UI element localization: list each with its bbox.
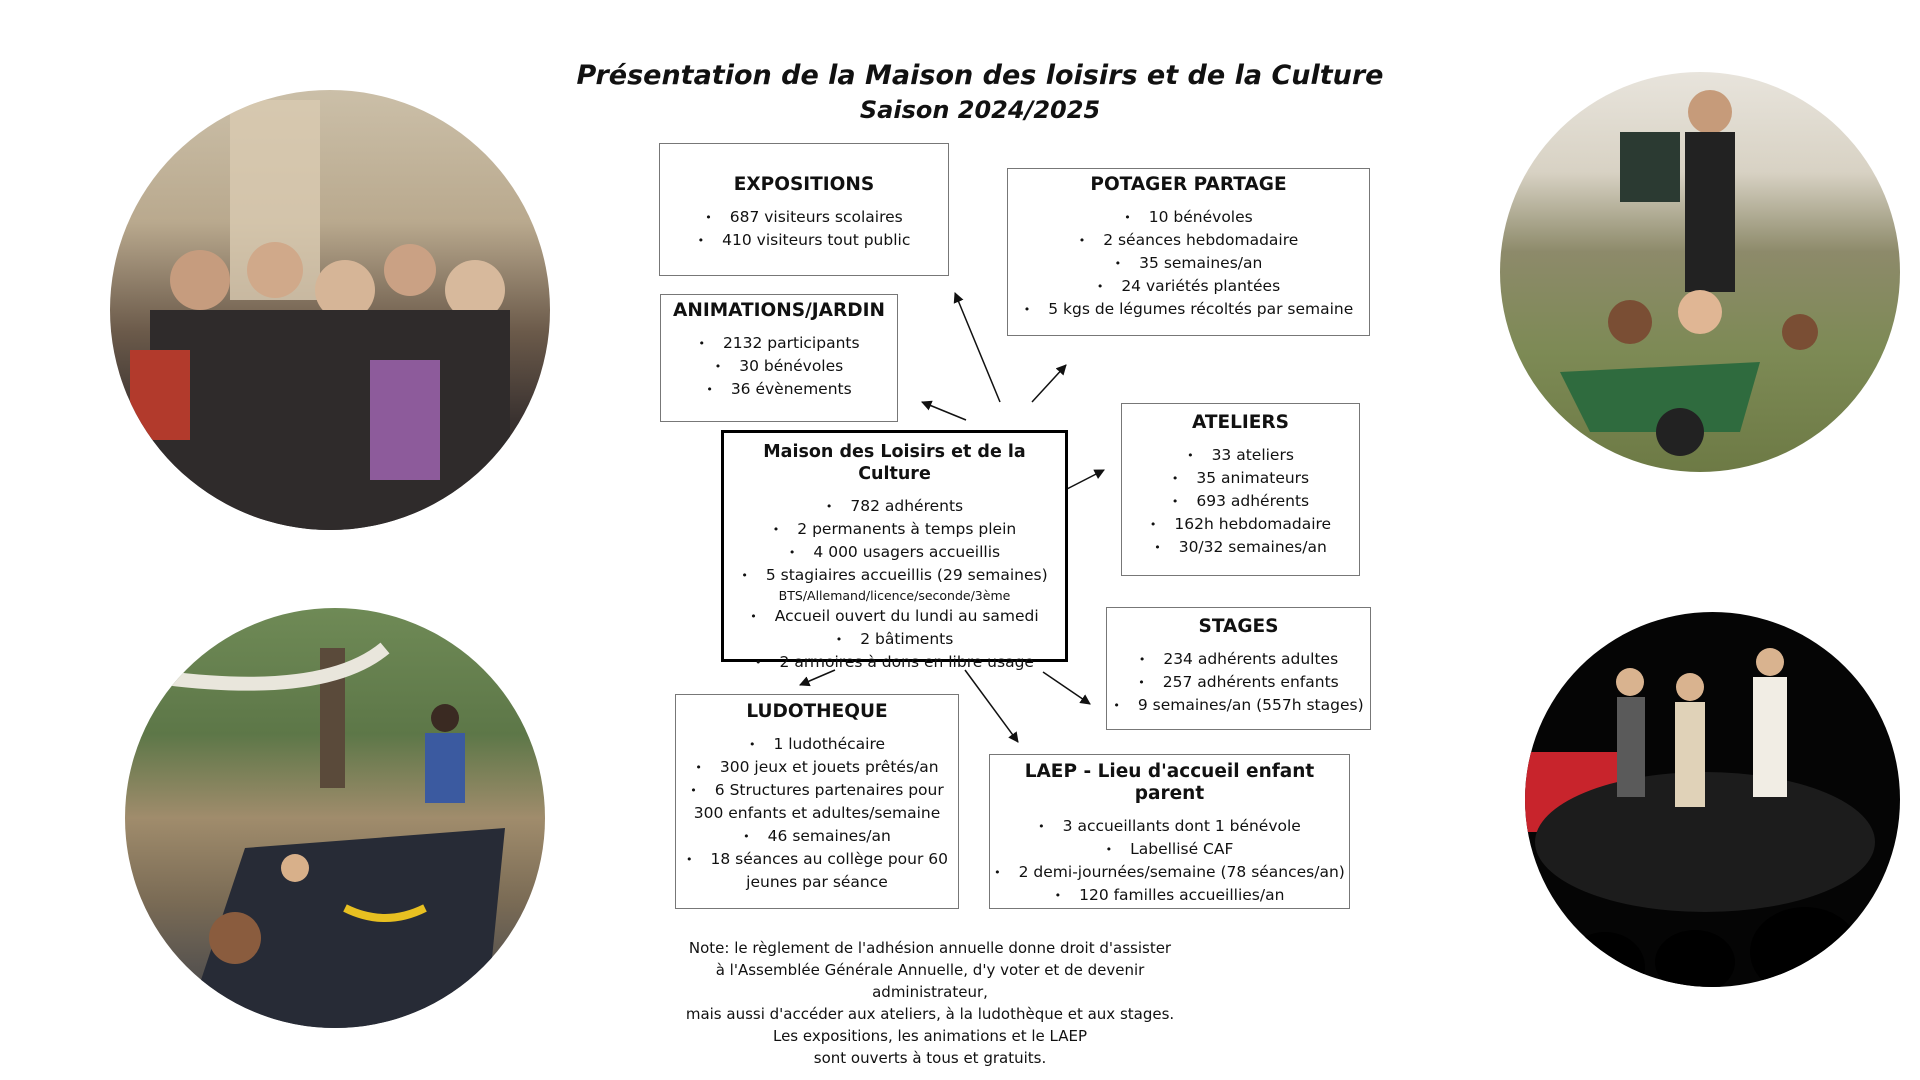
list-item: • Labellisé CAF bbox=[990, 838, 1349, 861]
list-item: • 693 adhérents bbox=[1122, 490, 1359, 513]
ateliers-box bbox=[1121, 403, 1360, 576]
list-item: • 5 stagiaires accueillis (29 semaines) bbox=[724, 564, 1065, 587]
list-item: • 300 jeux et jouets prêtés/an bbox=[676, 756, 958, 779]
list-item: • 3 accueillants dont 1 bénévole bbox=[990, 815, 1349, 838]
animations-heading: ANIMATIONS/JARDIN bbox=[673, 300, 885, 321]
ludotheque-heading: LUDOTHEQUE bbox=[746, 701, 888, 722]
stages-box bbox=[1106, 607, 1371, 730]
note-line: Note: le règlement de l'adhésion annuelle donne droit d'assister bbox=[688, 939, 1172, 957]
list-item: • 2 armoires à dons en libre usage bbox=[724, 651, 1065, 674]
note-line: sont ouverts à tous et gratuits. bbox=[813, 1049, 1047, 1067]
arrow-to-potager bbox=[1032, 365, 1066, 402]
list-item: • Accueil ouvert du lundi au samedi bbox=[724, 605, 1065, 628]
list-item: • 6 Structures partenaires pour bbox=[676, 779, 958, 802]
list-item-continuation: jeunes par séance bbox=[746, 873, 888, 891]
list-item: • 687 visiteurs scolaires bbox=[660, 206, 948, 229]
page-subtitle: Saison 2024/2025 bbox=[859, 96, 1101, 124]
page-title: Présentation de la Maison des loisirs et de la Culture bbox=[576, 60, 1384, 91]
list-item: • 2 permanents à temps plein bbox=[724, 518, 1065, 541]
list-item: • 782 adhérents bbox=[724, 495, 1065, 518]
list-item: • 35 animateurs bbox=[1122, 467, 1359, 490]
ateliers-heading: ATELIERS bbox=[1191, 412, 1290, 433]
list-item-continuation: 300 enfants et adultes/semaine bbox=[693, 804, 941, 822]
membership-note bbox=[660, 937, 1200, 1069]
expositions-heading: EXPOSITIONS bbox=[733, 174, 875, 195]
expositions-box bbox=[659, 143, 949, 276]
potager-box bbox=[1007, 168, 1370, 336]
list-item: • 46 semaines/an bbox=[676, 825, 958, 848]
list-item: • 33 ateliers bbox=[1122, 444, 1359, 467]
note-line: à l'Assemblée Générale Annuelle, d'y voter et de devenir administrateur, bbox=[715, 961, 1145, 1001]
list-item: • 36 évènements bbox=[661, 378, 897, 401]
arrow-to-ateliers bbox=[1065, 470, 1104, 490]
list-item: • 35 semaines/an bbox=[1008, 252, 1369, 275]
main-box bbox=[721, 430, 1068, 671]
list-item: • 2 bâtiments bbox=[724, 628, 1065, 651]
list-item: • 1 ludothécaire bbox=[676, 733, 958, 756]
list-item: • 2 séances hebdomadaire bbox=[1008, 229, 1369, 252]
list-item: • 30/32 semaines/an bbox=[1122, 536, 1359, 559]
list-item: • 120 familles accueillies/an bbox=[990, 884, 1349, 907]
stages-heading: STAGES bbox=[1198, 616, 1279, 637]
animations-box bbox=[660, 294, 898, 422]
list-item: • 234 adhérents adultes bbox=[1107, 648, 1370, 671]
list-item: • 24 variétés plantées bbox=[1008, 275, 1369, 298]
laep-heading: LAEP - Lieu d'accueil enfant parent bbox=[1024, 761, 1315, 804]
list-item: • 2 demi-journées/semaine (78 séances/an) bbox=[990, 861, 1349, 884]
ludotheque-box bbox=[675, 694, 959, 909]
list-item: • 4 000 usagers accueillis bbox=[724, 541, 1065, 564]
note-line: mais aussi d'accéder aux ateliers, à la ludothèque et aux stages. bbox=[685, 1005, 1175, 1023]
list-item: • 2132 participants bbox=[661, 332, 897, 355]
list-item: • 257 adhérents enfants bbox=[1107, 671, 1370, 694]
list-item: • 9 semaines/an (557h stages) bbox=[1107, 694, 1370, 717]
list-item: • 10 bénévoles bbox=[1008, 206, 1369, 229]
arrow-to-stages bbox=[1043, 672, 1090, 704]
list-item: • 18 séances au collège pour 60 bbox=[676, 848, 958, 871]
list-item: • 162h hebdomadaire bbox=[1122, 513, 1359, 536]
list-item: • 410 visiteurs tout public bbox=[660, 229, 948, 252]
potager-heading: POTAGER PARTAGE bbox=[1090, 174, 1287, 195]
arrow-to-expositions bbox=[955, 293, 1000, 402]
laep-box bbox=[989, 754, 1350, 909]
list-item-subline: BTS/Allemand/licence/seconde/3ème bbox=[778, 588, 1011, 603]
list-item: • 5 kgs de légumes récoltés par semaine bbox=[1008, 298, 1369, 321]
main-heading: Maison des Loisirs et de la Culture bbox=[763, 442, 1026, 484]
arrow-to-animations bbox=[922, 402, 966, 420]
note-line: Les expositions, les animations et le LAEP bbox=[772, 1027, 1087, 1045]
arrow-to-laep bbox=[965, 670, 1018, 742]
list-item: • 30 bénévoles bbox=[661, 355, 897, 378]
